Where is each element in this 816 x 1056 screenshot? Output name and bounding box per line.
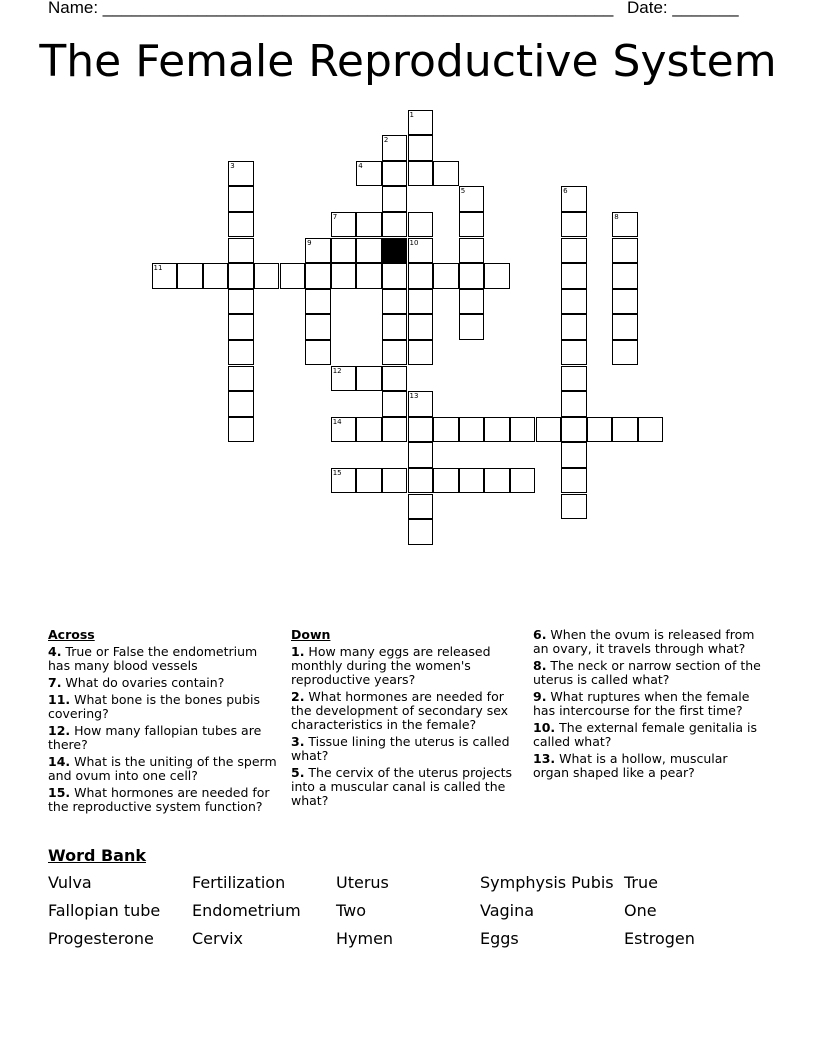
crossword-cell[interactable] [408, 314, 434, 340]
crossword-cell[interactable] [356, 366, 382, 392]
word-bank-word: Cervix [192, 929, 243, 948]
word-bank-word: Eggs [480, 929, 519, 948]
clue-item-number: 1. [291, 644, 305, 659]
crossword-cell[interactable] [484, 468, 510, 494]
word-bank-word: Vagina [480, 901, 535, 920]
crossword-cell[interactable] [408, 340, 434, 366]
clue-item-text: What ruptures when the female has intercourse for the first time? [533, 689, 750, 718]
clue-item-text: The external female genitalia is called what? [533, 720, 757, 749]
crossword-cell[interactable] [561, 314, 587, 340]
clue-item-number: 6. [533, 627, 547, 642]
clue-item-text: How many eggs are released monthly during the women's reproductive years? [291, 644, 491, 687]
clue-item-number: 15. [48, 785, 71, 800]
clue-item-text: How many fallopian tubes are there? [48, 723, 262, 752]
word-bank-word: Progesterone [48, 929, 154, 948]
clue-item [48, 755, 280, 783]
down-heading: Down [291, 627, 331, 642]
crossword-cell[interactable] [305, 238, 331, 264]
crossword-cell[interactable] [382, 161, 408, 187]
clue-item-number: 2. [291, 689, 305, 704]
clue-number: 10 [409, 238, 419, 247]
crossword-cell[interactable] [228, 263, 254, 289]
clue-item-number: 11. [48, 692, 71, 707]
crossword-cell[interactable] [356, 263, 382, 289]
crossword-cell[interactable] [331, 238, 357, 264]
crossword-cell[interactable] [408, 494, 434, 520]
crossword-cell[interactable] [228, 186, 254, 212]
crossword-cell[interactable] [561, 366, 587, 392]
crossword-cell[interactable] [561, 186, 587, 212]
crossword-cell[interactable] [536, 417, 562, 443]
clue-item-number: 10. [533, 720, 556, 735]
crossword-cell[interactable] [228, 289, 254, 315]
crossword-cell[interactable] [408, 417, 434, 443]
crossword-cell[interactable] [228, 417, 254, 443]
clue-item [291, 690, 523, 732]
down-clues [291, 628, 523, 811]
crossword-cell[interactable] [561, 212, 587, 238]
crossword-cell[interactable] [408, 442, 434, 468]
word-bank-word: One [624, 901, 657, 920]
crossword-cell[interactable] [356, 212, 382, 238]
word-bank-word: Fertilization [192, 873, 286, 892]
crossword-cell[interactable] [228, 212, 254, 238]
crossword-cell[interactable] [254, 263, 280, 289]
crossword-cell[interactable] [305, 289, 331, 315]
word-bank-word: Estrogen [624, 929, 695, 948]
crossword-cell[interactable] [356, 161, 382, 187]
crossword-cell[interactable] [382, 391, 408, 417]
clue-number: 9 [307, 238, 312, 247]
clue-item [48, 676, 280, 690]
crossword-cell[interactable] [382, 314, 408, 340]
crossword-cell[interactable] [228, 238, 254, 264]
clue-item-number: 5. [291, 765, 305, 780]
clue-item [48, 786, 280, 814]
crossword-cell[interactable] [561, 417, 587, 443]
crossword-cell[interactable] [356, 238, 382, 264]
crossword-cell[interactable] [408, 212, 434, 238]
clue-item-text: What bone is the bones pubis covering? [48, 692, 261, 721]
page-title: The Female Reproductive System [39, 36, 777, 87]
clue-item [533, 752, 765, 780]
clue-number: 7 [332, 212, 338, 221]
clue-item-text: What do ovaries contain? [61, 675, 225, 690]
crossword-cell[interactable] [408, 468, 434, 494]
clue-number: 3 [230, 161, 235, 170]
crossword-cell[interactable] [433, 417, 459, 443]
clue-item [48, 645, 280, 673]
crossword-cell[interactable] [408, 110, 434, 136]
crossword-cell[interactable] [408, 161, 434, 187]
crossword-cell[interactable] [382, 212, 408, 238]
crossword-cell[interactable] [228, 340, 254, 366]
crossword-cell[interactable] [561, 442, 587, 468]
clue-item-number: 7. [48, 675, 62, 690]
crossword-cell[interactable] [433, 468, 459, 494]
crossword-cell[interactable] [408, 289, 434, 315]
crossword-cell[interactable] [408, 135, 434, 161]
name-field-label: Name: ______________________________________________________ [48, 0, 614, 17]
crossword-cell[interactable] [356, 417, 382, 443]
crossword-cell[interactable] [408, 238, 434, 264]
crossword-cell[interactable] [459, 289, 485, 315]
crossword-cell[interactable] [382, 340, 408, 366]
clue-number: 5 [460, 187, 466, 196]
crossword-cell[interactable] [612, 238, 638, 264]
crossword-cell[interactable] [612, 263, 638, 289]
crossword-cell[interactable] [305, 314, 331, 340]
crossword-cell[interactable] [408, 263, 434, 289]
across-clues [48, 628, 280, 817]
clue-item-text: The neck or narrow section of the uterus is called what? [533, 658, 761, 687]
crossword-cell[interactable] [305, 340, 331, 366]
crossword-cell[interactable] [638, 417, 664, 443]
crossword-cell[interactable] [228, 161, 254, 187]
crossword-cell[interactable] [459, 314, 485, 340]
crossword-cell[interactable] [228, 391, 254, 417]
word-bank-word: Endometrium [192, 901, 301, 920]
crossword-cell[interactable] [459, 417, 485, 443]
crossword-cell[interactable] [612, 340, 638, 366]
clue-number: 15 [332, 468, 342, 477]
crossword-cell[interactable] [459, 263, 485, 289]
clue-item-number: 8. [533, 658, 547, 673]
crossword-cell[interactable] [408, 519, 434, 545]
crossword-cell[interactable] [459, 186, 485, 212]
crossword-cell[interactable] [228, 314, 254, 340]
clue-item [533, 628, 765, 656]
crossword-cell[interactable] [382, 366, 408, 392]
clue-number: 12 [332, 366, 342, 375]
clue-number: 13 [409, 392, 419, 401]
clue-item-number: 13. [533, 751, 556, 766]
crossword-cell[interactable] [484, 417, 510, 443]
crossword-cell[interactable] [510, 468, 536, 494]
word-bank-word: Fallopian tube [48, 901, 161, 920]
clue-item [291, 735, 523, 763]
crossword-cell[interactable] [408, 391, 434, 417]
word-bank-word: True [624, 873, 658, 892]
clue-item-number: 12. [48, 723, 71, 738]
crossword-cell[interactable] [331, 417, 357, 443]
crossword-cell[interactable] [356, 468, 382, 494]
clue-item-text: When the ovum is released from an ovary, it travels through what? [533, 627, 755, 656]
down-clue-list-continued [533, 628, 765, 780]
crossword-cell[interactable] [382, 186, 408, 212]
clue-item-text: What hormones are needed for the reproductive system function? [48, 785, 270, 814]
clue-item-text: What hormones are needed for the development of secondary sex characteristics in the female? [291, 689, 509, 732]
crossword-cell[interactable] [459, 468, 485, 494]
crossword-black-cell [382, 238, 408, 264]
clue-number: 1 [409, 110, 414, 119]
clue-number: 6 [563, 187, 568, 196]
date-field-label: Date: _______ [627, 0, 739, 17]
clue-item [291, 645, 523, 687]
clue-number: 8 [614, 212, 619, 221]
crossword-cell[interactable] [228, 366, 254, 392]
crossword-cell[interactable] [331, 263, 357, 289]
crossword-cell[interactable] [382, 289, 408, 315]
clue-item-text: Tissue lining the uterus is called what? [291, 734, 510, 763]
crossword-cell[interactable] [203, 263, 229, 289]
clue-item-text: The cervix of the uterus projects into a muscular canal is called the what? [291, 765, 513, 808]
crossword-cell[interactable] [459, 212, 485, 238]
clue-number: 11 [153, 264, 163, 273]
clue-item-text: What is a hollow, muscular organ shaped like a pear? [533, 751, 728, 780]
crossword-cell[interactable] [305, 263, 331, 289]
crossword-cell[interactable] [561, 340, 587, 366]
clue-number: 14 [332, 417, 342, 426]
clue-number: 2 [383, 136, 389, 145]
crossword-cell[interactable] [587, 417, 613, 443]
crossword-cell[interactable] [177, 263, 203, 289]
crossword-cell[interactable] [152, 263, 178, 289]
crossword-cell[interactable] [382, 417, 408, 443]
clue-item-number: 3. [291, 734, 305, 749]
clue-item-text: What is the uniting of the sperm and ovum into one cell? [48, 754, 277, 783]
crossword-cell[interactable] [433, 161, 459, 187]
clue-item-number: 14. [48, 754, 71, 769]
clue-item-number: 9. [533, 689, 547, 704]
word-bank-word: Uterus [336, 873, 389, 892]
crossword-cell[interactable] [484, 263, 510, 289]
word-bank-word: Vulva [48, 873, 92, 892]
crossword-cell[interactable] [612, 417, 638, 443]
word-bank-word: Hymen [336, 929, 394, 948]
crossword-cell[interactable] [280, 263, 306, 289]
crossword-cell[interactable] [561, 289, 587, 315]
crossword-cell[interactable] [561, 494, 587, 520]
clue-item [533, 659, 765, 687]
crossword-cell[interactable] [459, 238, 485, 264]
crossword-cell[interactable] [331, 366, 357, 392]
across-clue-list [48, 645, 280, 814]
clue-item [533, 690, 765, 718]
clue-item [48, 724, 280, 752]
clue-item-text: True or False the endometrium has many blood vessels [48, 644, 258, 673]
crossword-cell[interactable] [612, 289, 638, 315]
clue-number: 4 [358, 161, 363, 170]
crossword-cell[interactable] [433, 263, 459, 289]
down-clue-list [291, 645, 523, 808]
crossword-cell[interactable] [612, 314, 638, 340]
crossword-cell[interactable] [561, 263, 587, 289]
word-bank-title: Word Bank [48, 846, 147, 865]
clue-item [533, 721, 765, 749]
crossword-cell[interactable] [382, 263, 408, 289]
crossword-cell[interactable] [561, 391, 587, 417]
crossword-cell[interactable] [612, 212, 638, 238]
crossword-cell[interactable] [382, 135, 408, 161]
crossword-cell[interactable] [561, 238, 587, 264]
word-bank-word: Two [336, 901, 366, 920]
clue-item-number: 4. [48, 644, 62, 659]
crossword-cell[interactable] [561, 468, 587, 494]
crossword-cell[interactable] [331, 468, 357, 494]
crossword-cell[interactable] [331, 212, 357, 238]
crossword-cell[interactable] [510, 417, 536, 443]
clue-item [48, 693, 280, 721]
clue-item [291, 766, 523, 808]
crossword-cell[interactable] [382, 468, 408, 494]
word-bank-word: Symphysis Pubis [480, 873, 614, 892]
down-clues-continued [533, 628, 765, 783]
across-heading: Across [48, 627, 95, 642]
